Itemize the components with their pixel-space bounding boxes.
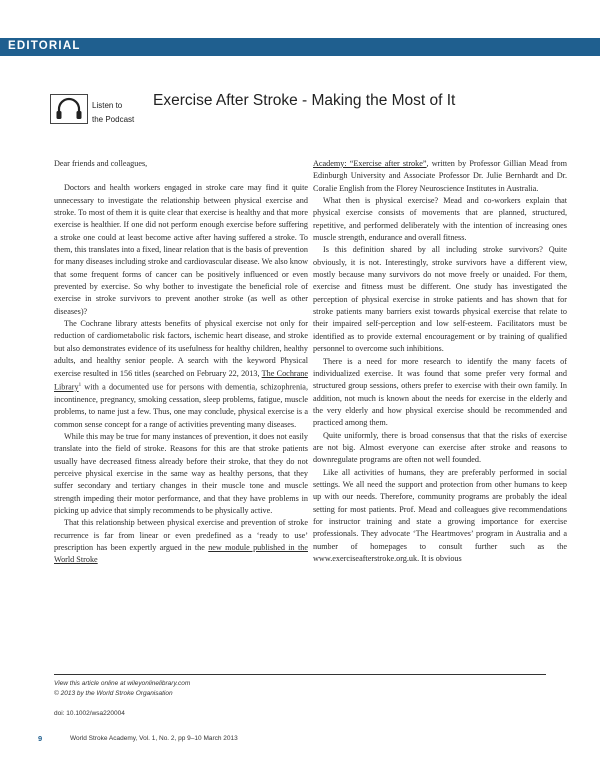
paragraph	[313, 158, 567, 195]
paragraph-text: That this relationship between physical exercise and prevention of stroke recurrence is far from linear or even predefined as a ‘ready to use’ prescription has been expertly argued in the	[54, 518, 308, 553]
paragraph-text: , written by Professor Gillian Mead from Edinburgh University and Associate Professor Dr. Julie Bernhardt and Dr. Coralie English from the Florey Neuroscience Institutes in Australia.	[313, 159, 567, 193]
paragraph-text: with a documented use for persons with dementia, schizophrenia, incontinence, pregnancy, smoking cessation, sleep problems, fatigue, muscle problems, to name just a few. Thus, one may conclude, physical exercise is a common sense concept for a range of activities preventing many diseases.	[54, 382, 308, 429]
doi: doi: 10.1002/wsa220004	[54, 710, 125, 717]
footer-divider	[54, 674, 546, 675]
page-number: 9	[38, 734, 43, 743]
wsa-module-link-cont[interactable]: Academy: “Exercise after stroke”	[313, 159, 427, 168]
headphones-icon[interactable]	[50, 94, 88, 124]
paragraph-text: The Cochrane library attests benefits of physical exercise not only for reduction of cardiometabolic risk factors, ischemic heart disease, and stroke but also demonstrates evidence of its usefulness for healthy children, healthy adults, and healthy senior people. A search with the keyword Physical exercise resulted in 156 titles (searched on February 22, 2013,	[54, 319, 308, 378]
article-title: Exercise After Stroke - Making the Most of It	[153, 92, 456, 109]
section-label: EDITORIAL	[8, 40, 81, 52]
cochrane-link[interactable]: The Cochrane Library	[54, 368, 308, 392]
paragraph: Doctors and health workers engaged in stroke care may find it quite unnecessary to investigate the relationship between physical exercise and stroke. To most of them it is quite clear that exercise is healthy and that more exercise is healthier. If one did not perform enough exercise before suffering a stroke one could at least become active after having suffered a stroke. To them, this translates into a fixed, linear relation that is the basis of prevention for many diseases including stroke and cardiovascular disease. We also know that some frequent forms of cancer can be positively influenced or even prevented by exercise. So why bother to investigate the beneficial role of exercise in stroke survivors to prevent another stroke (as well as other diseases)?	[54, 183, 308, 316]
wsa-module-link[interactable]: new module published in the World Stroke	[54, 543, 308, 565]
journal-citation: World Stroke Academy, Vol. 1, No. 2, pp 9–10 March 2013	[70, 735, 238, 742]
paragraph: There is a need for more research to identify the many facets of individualized exercise. It was found that some prefer very formal and structured group sessions, others prefer to exercise with their own family. In addition, not much is known about the needs for exercise in the elderly and the very elderly and how physical exercise should be recommended and practiced among them.	[313, 356, 567, 428]
footnote-ref: 1	[78, 382, 82, 388]
podcast-line1: Listen to	[92, 101, 123, 110]
salutation: Dear friends and colleagues,	[54, 159, 148, 168]
right-column	[313, 158, 567, 565]
podcast-line2: the Podcast	[92, 115, 135, 124]
podcast-link[interactable]	[92, 99, 142, 127]
footer-info	[54, 679, 190, 698]
paragraph: Quite uniformly, there is broad consensus that that the risks of exercise are not big. Almost everyone can exercise after stroke and reasons to downregulate programs are often not well founded.	[313, 430, 567, 465]
paragraph	[54, 318, 308, 431]
paragraph: What then is physical exercise? Mead and co-workers explain that physical exercise consists of movements that are planned, structured, repetitive, and performed deliberately with the intention of increasing ones muscle strength, endurance and overall fitness.	[313, 196, 567, 243]
paragraph: While this may be true for many instances of prevention, it does not easily translate into the field of stroke. Reasons for this are that stroke patients usually have decreased fitness already before their stroke, that they do not perceive physical exercise in the same way as healthy persons, that they suffer secondary and tertiary changes in their muscle tone and muscle strength impeding their motor performance, and that they have problems in picking up advice that simply recommends to be physically active.	[54, 431, 308, 516]
paragraph: Is this definition shared by all including stroke survivors? Quite obviously, it is not. Interestingly, stroke survivors have a different view, mostly because many survivors do not move freely or unaided. For them, exercise and fitness must be different. One study has investigated the perception of physical exercise in stroke patients and has shown that for stroke patients many barriers exist towards physical exercise that relate to their impaired self-perception and low self-esteem. Facilitators must be identified as to provide external encouragement or by training of qualified personnel to overcome such inhibitions.	[313, 245, 567, 354]
left-column	[54, 158, 308, 567]
paragraph	[54, 517, 308, 566]
copyright: © 2013 by the World Stroke Organisation	[54, 689, 173, 697]
section-band	[0, 38, 600, 56]
view-online[interactable]: View this article online at wileyonlinelibrary.com	[54, 680, 191, 687]
paragraph: Like all activities of humans, they are preferably performed in social settings. We all need the support and protection from other humans to keep up with our needs. Therefore, community programs are probably the ideal setting for most patients. Prof. Mead and colleagues give recommendations for instructor training and state a growing importance for exercise professionals. They advocate ‘The Heartmoves’ program in Australia and a number of homepages to consult further such as the www.exerciseafterstroke.org.uk. It is obvious	[313, 467, 567, 563]
